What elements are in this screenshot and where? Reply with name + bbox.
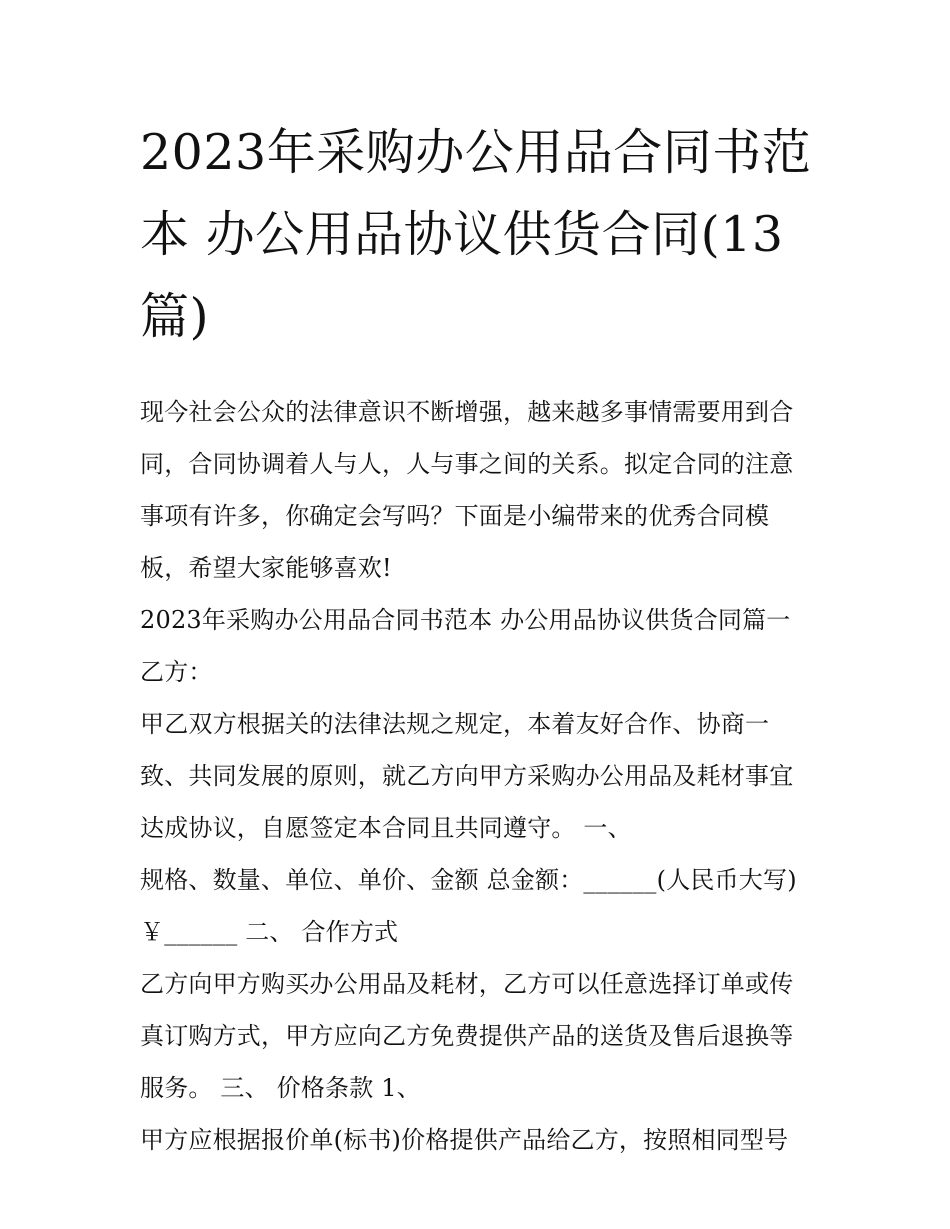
document-body: [140, 386, 815, 1166]
section-heading: 2023年采购办公用品合同书范本 办公用品协议供货合同篇一: [140, 606, 791, 634]
agreement-paragraph: 甲乙双方根据关的法律法规之规定，本着友好合作、协商一致、共同发展的原则，就乙方向甲方采购办公用品及耗材事宜达成协议，自愿签定本合同且共同遵守。 一、: [140, 710, 794, 842]
cooperation-paragraph: 乙方向甲方购买办公用品及耗材，乙方可以任意选择订单或传真订购方式，甲方应向乙方免费提供产品的送货及售后退换等服务。 三、 价格条款 1、: [140, 970, 794, 1102]
document-title: 2023年采购办公用品合同书范本 办公用品协议供货合同(13篇): [140, 124, 812, 345]
amount-paragraph: 规格、数量、单位、单价、金额 总金额：______(人民币大写)￥______ 二、 合作方式: [140, 866, 797, 946]
document-page: [140, 112, 815, 1166]
party-b-label: 乙方：: [140, 658, 213, 686]
price-paragraph: 甲方应根据报价单(标书)价格提供产品给乙方，按照相同型号: [140, 1126, 789, 1154]
intro-paragraph: 现今社会公众的法律意识不断增强，越来越多事情需要用到合同，合同协调着人与人，人与事之间的关系。拟定合同的注意事项有许多，你确定会写吗？下面是小编带来的优秀合同模板，希望大家能够喜欢!: [140, 398, 794, 582]
